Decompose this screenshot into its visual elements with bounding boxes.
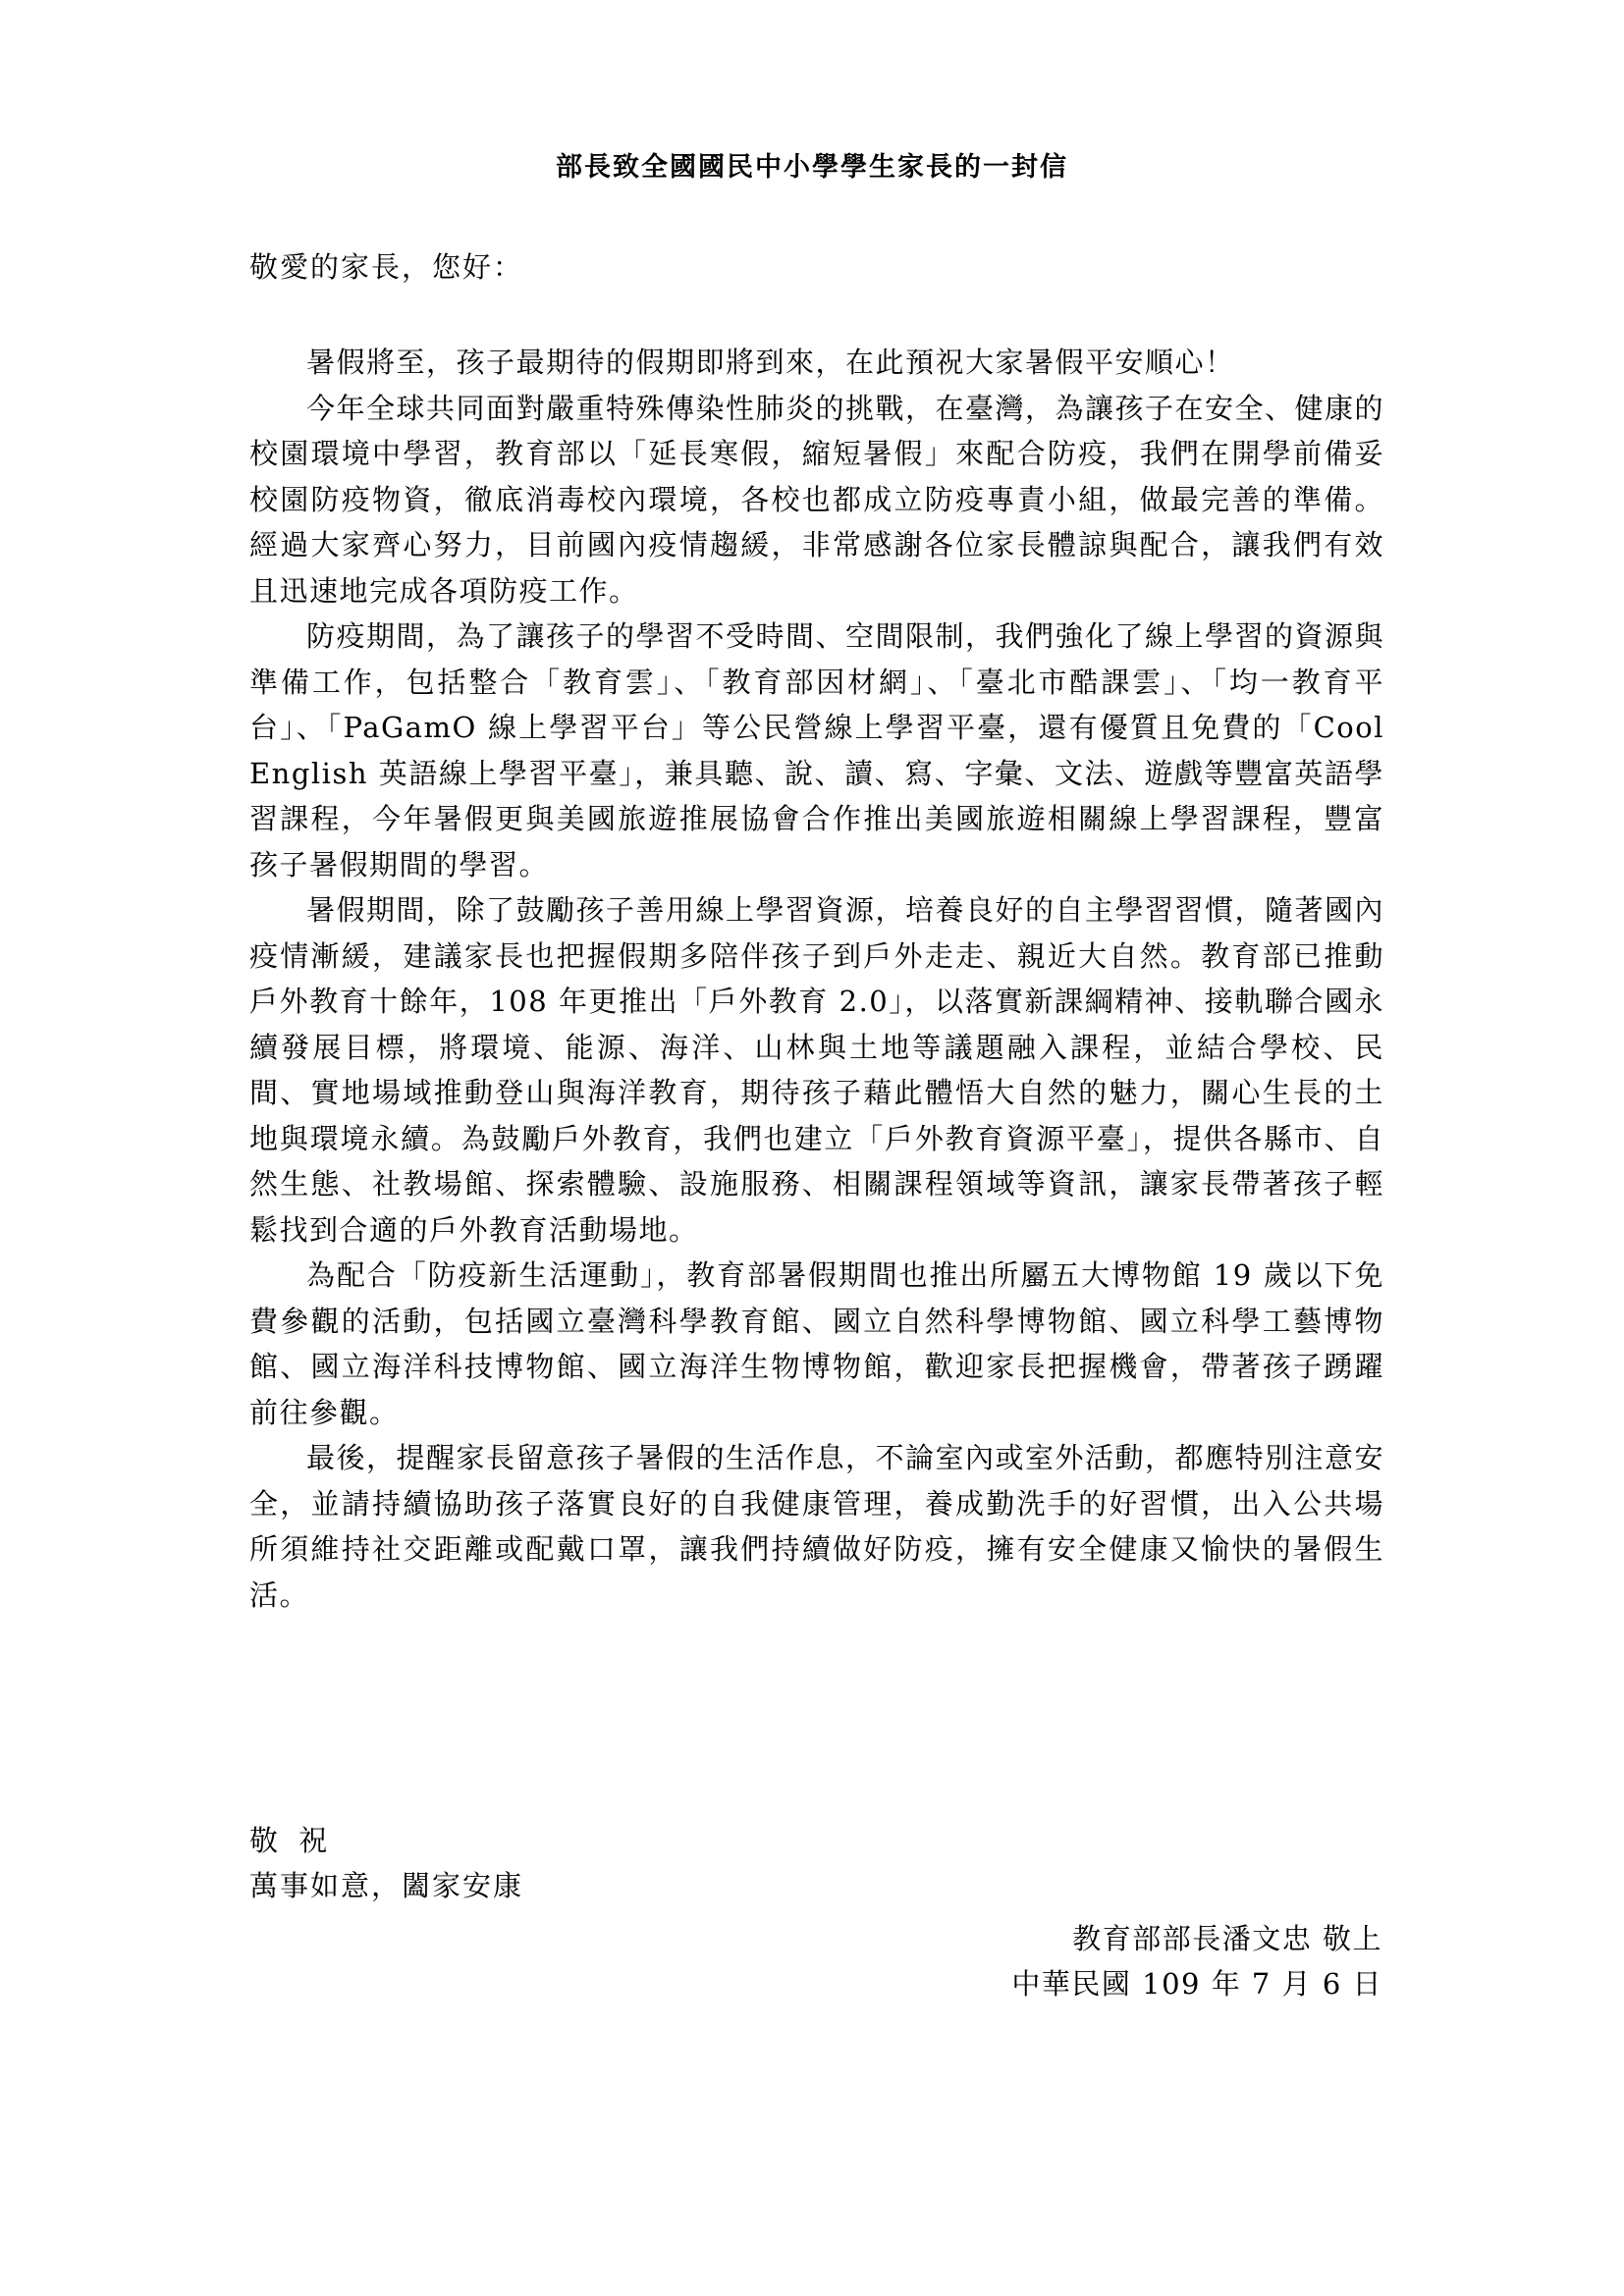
paragraph-outdoor-education: 暑假期間，除了鼓勵孩子善用線上學習資源，培養良好的自主學習習慣，隨著國內疫情漸緩，建議家長也把握假期多陪伴孩子到戶外走走、親近大自然。教育部已推動戶外教育十餘年，108 年更推出「戶外教育 2.0」，以落實新課綱精神、接軌聯合國永續發展目標，將環境、能源、海洋、山林與土地等議題融入課程，並結合學校、民間、實地場域推動登山與海洋教育，期待孩子藉此體悟大自然的魅力，關心生長的土地與環境永續。為鼓勵戶外教育，我們也建立「戶外教育資源平臺」，提供各縣市、自然生態、社教場館、探索體驗、設施服務、相關課程領域等資訊，讓家長帶著孩子輕鬆找到合適的戶外教育活動場地。 (249, 893, 1385, 1247)
paragraph-reminder: 最後，提醒家長留意孩子暑假的生活作息，不論室內或室外活動，都應特別注意安全，並請持續協助孩子落實良好的自我健康管理，養成勤洗手的好習慣，出入公共場所須維持社交距離或配戴口罩，讓我們持續做好防疫，擁有安全健康又愉快的暑假生活。 (249, 1441, 1385, 1612)
closing (249, 1818, 523, 1908)
closing-blessing: 萬事如意，闔家安康 (249, 1869, 524, 1902)
paragraph-online-learning: 防疫期間，為了讓孩子的學習不受時間、空間限制，我們強化了線上學習的資源與準備工作，包括整合「教育雲」、「教育部因材網」、「臺北市酷課雲」、「均一教育平台」、「PaGamO 線上學習平台」等公民營線上學習平臺，還有優質且免費的「Cool English 英語線上學習平臺」，兼具聽、說、讀、寫、字彙、文法、遊戲等豐富英語學習課程，今年暑假更與美國旅遊推展協會合作推出美國旅遊相關線上學習課程，豐富孩子暑假期間的學習。 (249, 619, 1385, 881)
salutation: 敬愛的家長，您好： (249, 250, 524, 284)
letter-date: 中華民國 109 年 7 月 6 日 (1011, 1967, 1382, 2001)
paragraph-epidemic-prevention: 今年全球共同面對嚴重特殊傳染性肺炎的挑戰，在臺灣，為讓孩子在安全、健康的校園環境中學習，教育部以「延長寒假，縮短暑假」來配合防疫，我們在開學前備妥校園防疫物資，徹底消毒校內環境，各校也都成立防疫專責小組，做最完善的準備。經過大家齊心努力，目前國內疫情趨緩，非常感謝各位家長體諒與配合，讓我們有效且迅速地完成各項防疫工作。 (249, 391, 1385, 608)
letter-body (249, 340, 1384, 1618)
closing-wish: 敬 祝 (249, 1824, 334, 1857)
paragraph-intro: 暑假將至，孩子最期待的假期即將到來，在此預祝大家暑假平安順心！ (306, 346, 1235, 379)
paragraph-museums: 為配合「防疫新生活運動」，教育部暑假期間也推出所屬五大博物館 19 歲以下免費參觀的活動，包括國立臺灣科學教育館、國立自然科學博物館、國立科學工藝博物館、國立海洋科技博物館、國立海洋生物博物館，歡迎家長把握機會，帶著孩子踴躍前往參觀。 (249, 1258, 1384, 1429)
signature: 教育部部長潘文忠 敬上 (1072, 1922, 1382, 1955)
signature-block (1011, 1916, 1382, 2006)
letter-title: 部長致全國國民中小學學生家長的一封信 (556, 152, 1068, 183)
